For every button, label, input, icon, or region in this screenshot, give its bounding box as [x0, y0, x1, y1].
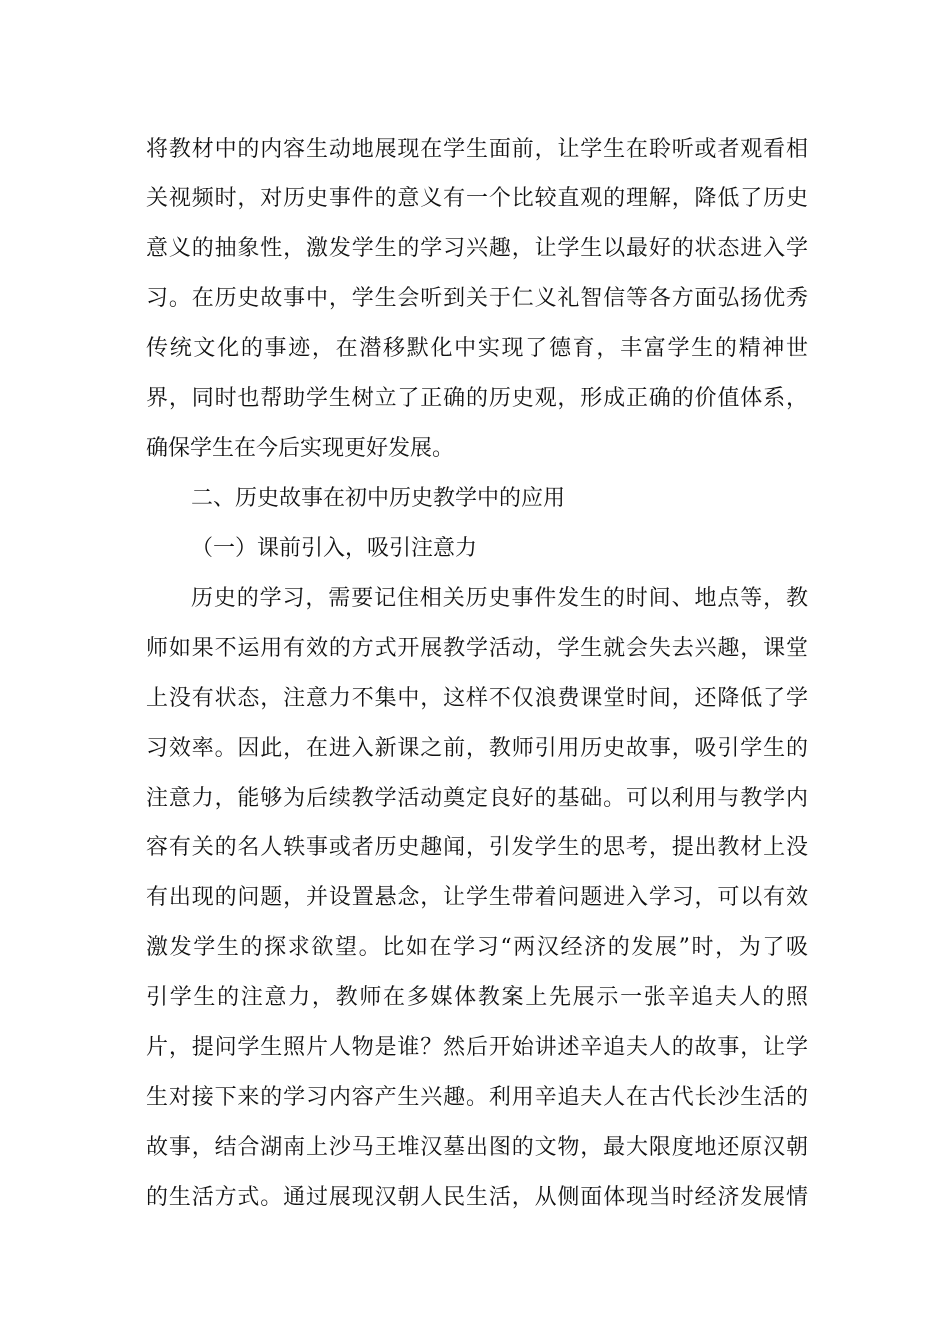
paragraph-line: 有出现的问题，并设置悬念，让学生带着问题进入学习，可以有效 — [146, 885, 808, 910]
section-heading: 二、历史故事在初中历史教学中的应用 — [191, 486, 566, 511]
paragraph-line: 激发学生的探求欲望。比如在学习“两汉经济的发展”时，为了吸 — [146, 935, 808, 960]
paragraph-line: 习效率。因此，在进入新课之前，教师引用历史故事，吸引学生的 — [146, 736, 808, 761]
paragraph-line: 界，同时也帮助学生树立了正确的历史观，形成正确的价值体系， — [146, 386, 808, 411]
paragraph-line: 容有关的名人轶事或者历史趣闻，引发学生的思考，提出教材上没 — [146, 835, 808, 860]
subsection-heading: （一）课前引入，吸引注意力 — [191, 536, 478, 561]
paragraph-line: 确保学生在今后实现更好发展。 — [146, 436, 455, 461]
paragraph-line: 关视频时，对历史事件的意义有一个比较直观的理解，降低了历史 — [146, 186, 808, 211]
paragraph-line: 上没有状态，注意力不集中，这样不仅浪费课堂时间，还降低了学 — [146, 686, 808, 711]
paragraph-line: 片，提问学生照片人物是谁？然后开始讲述辛追夫人的故事，让学 — [146, 1035, 808, 1060]
paragraph-line: 意义的抽象性，激发学生的学习兴趣，让学生以最好的状态进入学 — [146, 236, 808, 261]
paragraph-line: 师如果不运用有效的方式开展教学活动，学生就会失去兴趣，课堂 — [146, 636, 808, 661]
paragraph-line: 习。在历史故事中，学生会听到关于仁义礼智信等各方面弘扬优秀 — [146, 286, 808, 311]
paragraph-line: 传统文化的事迹，在潜移默化中实现了德育，丰富学生的精神世 — [146, 336, 808, 361]
paragraph-line: 故事，结合湖南上沙马王堆汉墓出图的文物，最大限度地还原汉朝 — [146, 1135, 808, 1160]
paragraph-line: 将教材中的内容生动地展现在学生面前，让学生在聆听或者观看相 — [146, 137, 808, 162]
paragraph-line: 注意力，能够为后续教学活动奠定良好的基础。可以利用与教学内 — [146, 786, 808, 811]
paragraph-line: 引学生的注意力，教师在多媒体教案上先展示一张辛追夫人的照 — [146, 985, 808, 1010]
paragraph-line: 生对接下来的学习内容产生兴趣。利用辛追夫人在古代长沙生活的 — [146, 1085, 808, 1110]
paragraph-line: 的生活方式。通过展现汉朝人民生活，从侧面体现当时经济发展情 — [146, 1185, 808, 1210]
paragraph-line: 历史的学习，需要记住相关历史事件发生的时间、地点等，教 — [191, 586, 808, 611]
